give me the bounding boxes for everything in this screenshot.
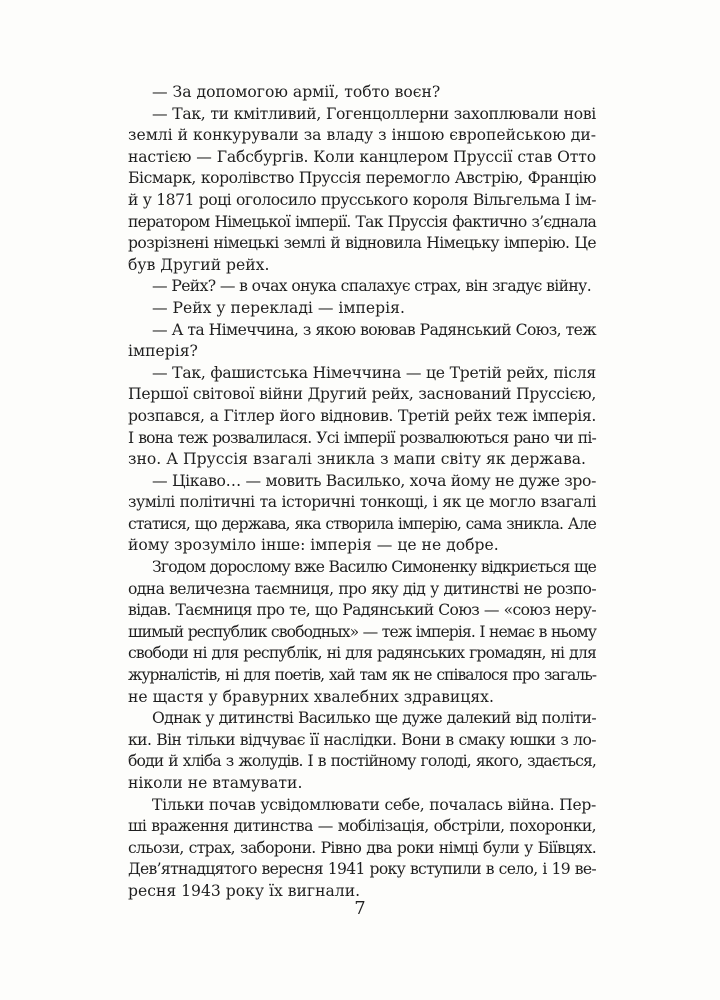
text-line: — Цікаво… — мовить Василько, хоча йому не дуже зро- [152, 471, 596, 490]
text-line: Згодом дорослому вже Василю Симоненку відкриється ще [152, 558, 596, 577]
text-line: настією — Габсбургів. Коли канцлером Пруссії став Отто [128, 147, 596, 166]
text-line: Дев’ятнадцятого вересня 1941 року вступили в село, і 19 ве- [128, 860, 596, 879]
text-line: зно. А Пруссія взагалі зникла з мапи світу як держава. [128, 450, 586, 469]
text-line: статися, що держава, яка створила імперію, сама зникла. Але [128, 514, 596, 533]
text-line: йому зрозуміло інше: імперія — це не добре. [128, 536, 499, 555]
text-line: ніколи не втамувати. [128, 774, 303, 792]
text-line: боди й хліба з жолудів. І в постійному голоді, якого, здається, [128, 752, 596, 771]
text-line: одна величезна таємниця, про яку дід у дитинстві не розпо- [128, 579, 596, 598]
text-line: Тільки почав усвідомлювати себе, почалась війна. Пер- [152, 795, 596, 814]
text-line: ші враження дитинства — мобілізація, обстріли, похоронки, [128, 817, 596, 836]
text-line: землі й конкурували за владу з іншою європейською ди- [128, 126, 596, 145]
text-line: ресня 1943 року їх вигнали. [128, 881, 361, 900]
text-line: Однак у дитинстві Василько ще дуже далекий від політи- [152, 709, 596, 728]
text-line: розпався, а Гітлер його відновив. Третій рейх теж імперія. [128, 406, 596, 425]
text-line: свободи ні для республік, ні для радянських громадян, ні для [128, 644, 596, 663]
text-line: ператором Німецької імперії. Так Пруссія фактично з’єднала [128, 212, 596, 231]
text-line: ки. Він тільки відчуває її наслідки. Вони в смаку юшки з ло- [128, 730, 596, 749]
text-line: відав. Таємниця про те, що Радянський Союз — «союз нeру- [128, 601, 596, 620]
text-line: не щастя у бравурних хвалебних здравицях. [128, 687, 494, 706]
text-line: був Другий рейх. [128, 255, 270, 274]
text-line: — Рейх у перекладі — імперія. [152, 298, 405, 317]
text-line: Першої світової війни Другий рейх, заснований Пруссією, [128, 385, 596, 404]
text-line: й у 1871 році оголосило прусського короля Вільгельма І ім- [128, 190, 596, 209]
text-line: І вона теж розвалилася. Усі імперії розвалюються рано чи пі- [128, 428, 596, 447]
text-line: шимый республик свободных» — теж імперія. І немає в ньому [128, 622, 596, 641]
text-line: розрізнені німецькі землі й відновила Німецьку імперію. Це [128, 234, 596, 253]
text-line: Бісмарк, королівство Пруссія перемогло Австрію, Францію [128, 169, 596, 188]
text-line: — А та Німеччина, з якою воював Радянський Союз, теж [152, 320, 596, 339]
text-line: журналістів, ні для поетів, хай там як не співалося про загаль- [128, 666, 596, 685]
text-line: — За допомогою армії, тобто воєн? [152, 83, 441, 101]
text-line: — Рейх? — в очах онука спалахує страх, він згадує війну. [152, 277, 592, 296]
text-line: — Так, ти кмітливий, Гогенцоллерни захоплювали нові [152, 104, 596, 123]
body-text [128, 82, 596, 903]
text-line: зумілі політичні та історичні тонкощі, і як це могло взагалі [128, 493, 596, 512]
text-line: імперія? [128, 342, 198, 361]
text-line: сльози, страх, заборони. Рівно два роки німці були у Біївцях. [128, 838, 596, 857]
text-line: — Так, фашистська Німеччина — це Третій рейх, після [152, 363, 596, 382]
page-number: 7 [354, 898, 366, 919]
